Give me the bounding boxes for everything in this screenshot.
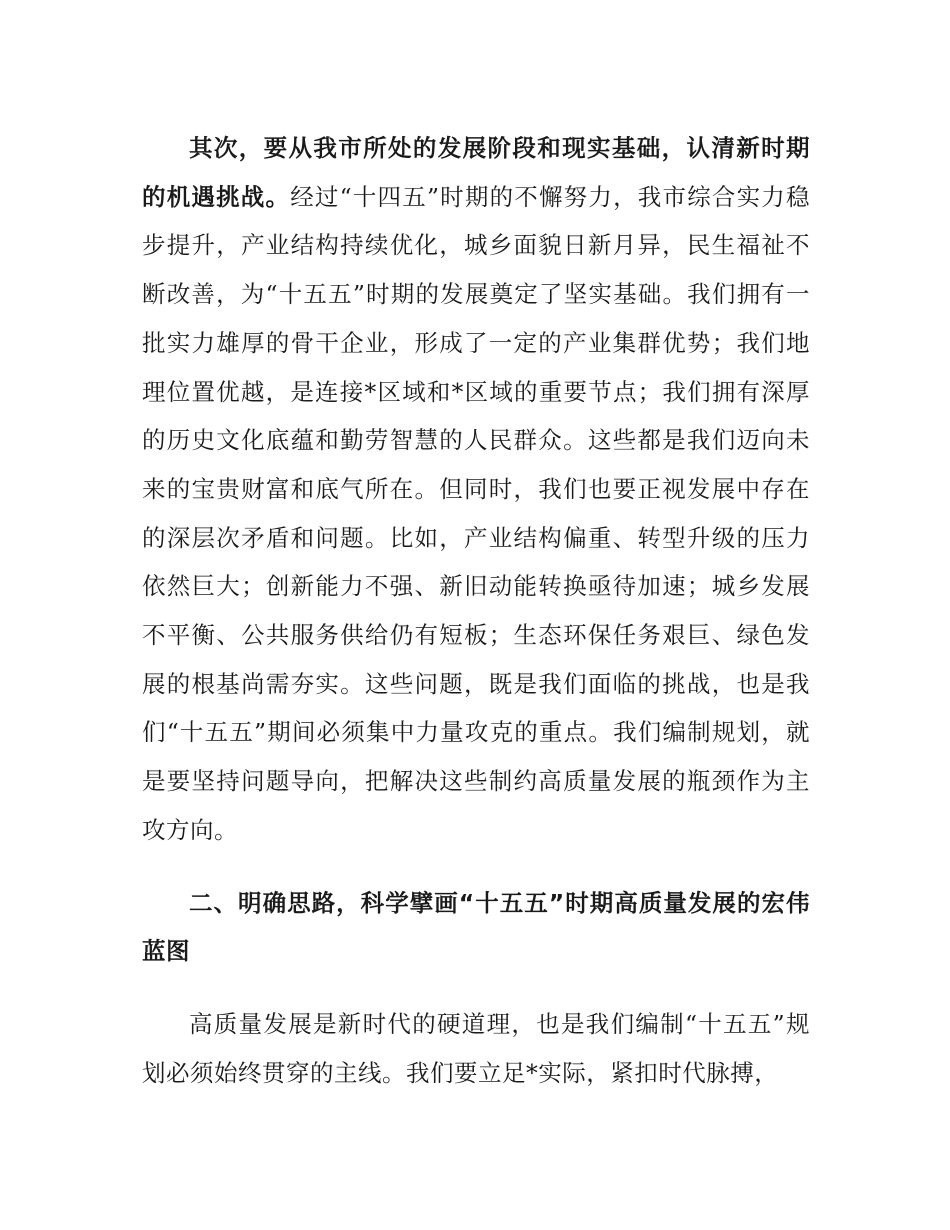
document-body: [142, 124, 810, 1097]
paragraph-opportunities-challenges: [142, 124, 810, 855]
section-heading-2: 二、明确思路，科学擘画“十五五”时期高质量发展的宏伟蓝图: [142, 888, 810, 966]
paragraph-body-text: 经过“十四五”时期的不懈努力，我市综合实力稳步提升，产业结构持续优化，城乡面貌日新月异，民生福祉不断改善，为“十五五”时期的发展奠定了坚实基础。我们拥有一批实力雄厚的骨干企业，形成了一定的产业集群优势；我们地理位置优越，是连接*区域和*区域的重要节点；我们拥有深厚的历史文化底蕴和勤劳智慧的人民群众。这些都是我们迈向未来的宝贵财富和底气所在。但同时，我们也要正视发展中存在的深层次矛盾和问题。比如，产业结构偏重、转型升级的压力依然巨大；创新能力不强、新旧动能转换亟待加速；城乡发展不平衡、公共服务供给仍有短板；生态环保任务艰巨、绿色发展的根基尚需夯实。这些问题，既是我们面临的挑战，也是我们“十五五”期间必须集中力量攻克的重点。我们编制规划，就是要坚持问题导向，把解决这些制约高质量发展的瓶颈作为主攻方向。: [142, 182, 810, 844]
paragraph-lead-bold: 其次，要从我市所处的发展阶段和现实基础，认清新时期的机遇挑战。: [142, 134, 810, 211]
paragraph-high-quality-development: 高质量发展是新时代的硬道理，也是我们编制“十五五”规划必须始终贯穿的主线。我们要立足*实际，紧扣时代脉搏，: [142, 1009, 810, 1087]
